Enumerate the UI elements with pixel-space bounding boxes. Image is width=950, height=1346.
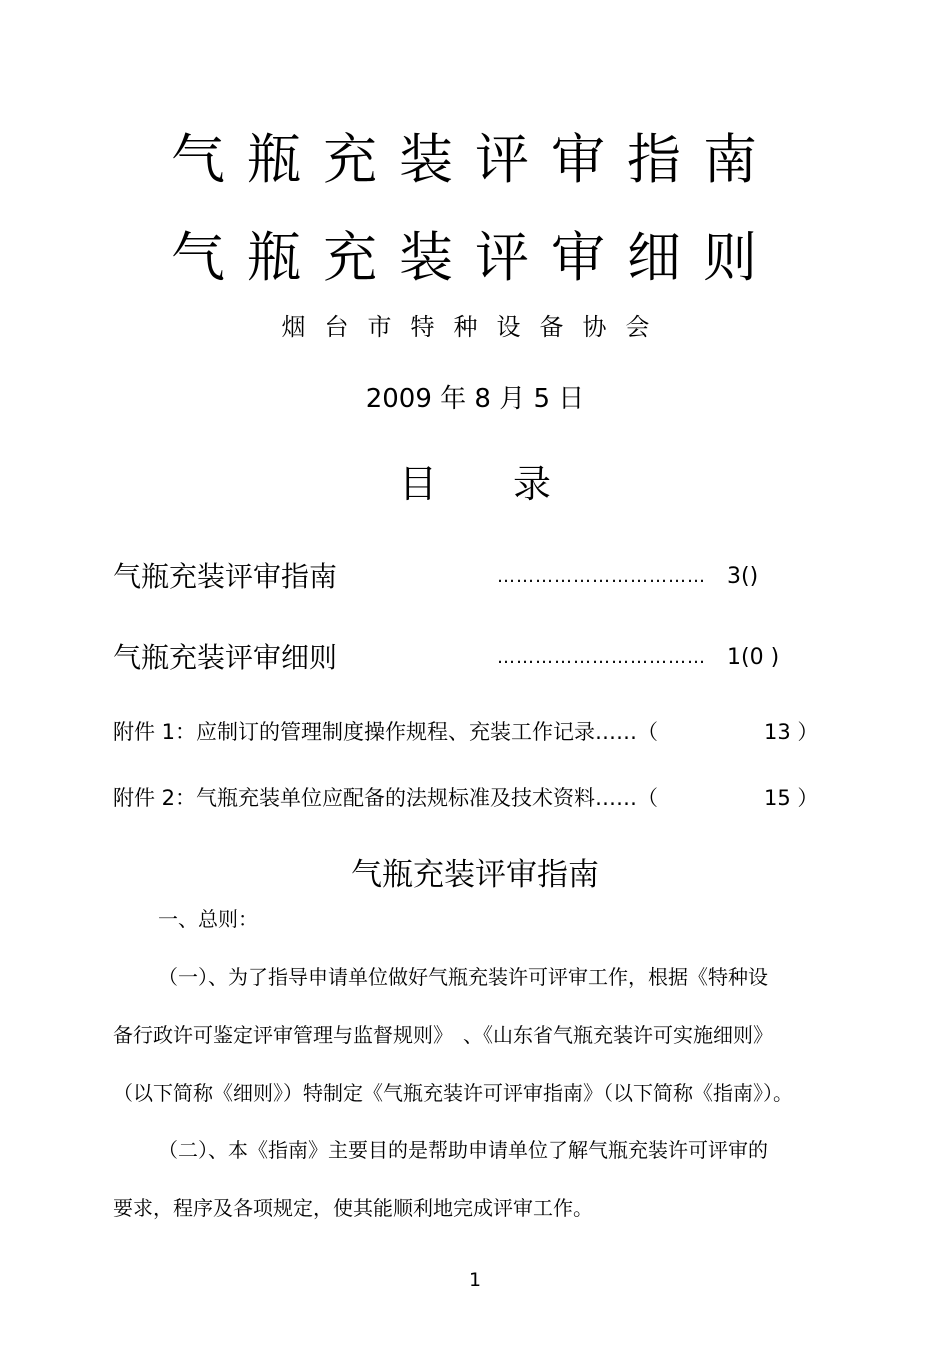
toc-entry-label: 气瓶充装评审指南 — [113, 560, 338, 593]
organization-name: 烟台市特种设备协会 — [281, 313, 669, 341]
document-title-rules: 气瓶充装评审细则 — [171, 226, 779, 289]
section-heading-general: 一、总则： — [158, 907, 258, 931]
toc-entry-rules[interactable] — [113, 641, 337, 675]
paragraph-2-line-2: 要求，程序及各项规定，使其能顺利地完成评审工作。 — [113, 1196, 593, 1220]
toc-annex-2[interactable]: 附件 2：气瓶充装单位应配备的法规标准及技术资料……（ — [113, 786, 659, 810]
toc-leader-dots: …………………………… — [497, 647, 706, 668]
toc-annex-2-page: 15 ） — [764, 786, 819, 810]
toc-page-number: 3() — [727, 564, 759, 589]
page-number: 1 — [468, 1269, 482, 1291]
toc-page-number: 1(0 ) — [727, 645, 780, 670]
paragraph-1-line-1: （一）、为了指导申请单位做好气瓶充装许可评审工作，根据《特种设 — [158, 965, 768, 989]
document-date: 2009 年 8 月 5 日 — [365, 384, 585, 414]
toc-entry-label: 气瓶充装评审细则 — [113, 641, 338, 674]
toc-leader-dots: …………………………… — [497, 566, 706, 587]
toc-annex-1-page: 13 ） — [764, 720, 819, 744]
paragraph-1-line-3: （以下简称《细则》）特制定《气瓶充装许可评审指南》（以下简称《指南》）。 — [113, 1081, 793, 1105]
toc-annex-1[interactable]: 附件 1：应制订的管理制度操作规程、充装工作记录……（ — [113, 720, 659, 744]
paragraph-1-line-2: 备行政许可鉴定评审管理与监督规则》 、《山东省气瓶充装许可实施细则》 — [113, 1023, 773, 1047]
document-title-guide: 气瓶充装评审指南 — [171, 128, 779, 191]
toc-entry-guide[interactable] — [113, 560, 337, 594]
section-title: 气瓶充装评审指南 — [351, 857, 599, 893]
toc-heading: 目 录 — [398, 462, 551, 506]
paragraph-2-line-1: （二）、本《指南》主要目的是帮助申请单位了解气瓶充装许可评审的 — [158, 1138, 768, 1162]
